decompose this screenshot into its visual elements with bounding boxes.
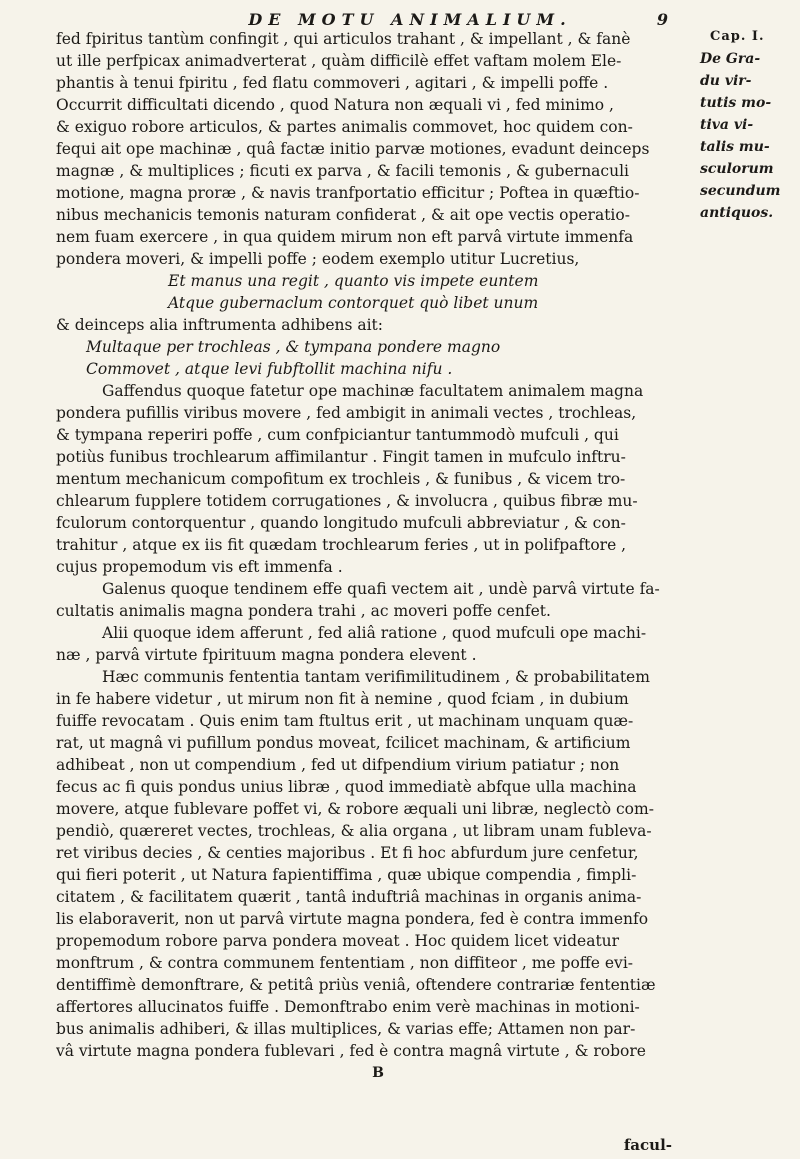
verse-line: Multaque per trochleas , & tympana pondere magno (86, 338, 501, 356)
text-line: qui fieri poterit , ut Natura fapientiffima , quæ ubique compendia , fimpli- (56, 866, 637, 884)
text-line: in fe habere videtur , ut mirum non fit à nemine , quod fciam , in dubium (56, 690, 629, 708)
chapter-label: Cap. I. (710, 29, 765, 44)
margin-note-line: tiva vi- (700, 117, 754, 133)
margin-note-line: sculorum (700, 161, 774, 177)
text-line: ut ille perfpicax animadverterat , quàm difficilè effet vaftam molem Ele- (56, 52, 622, 70)
text-line: movere, atque fublevare poffet vi, & robore æquali uni libræ, neglectò com- (56, 800, 654, 818)
text-line: fecus ac fi quis pondus unius libræ , quod immediatè abfque ulla machina (56, 778, 637, 796)
verse-line: Atque gubernaclum contorquet quò libet unum (168, 294, 539, 312)
margin-note-line: De Gra- (700, 51, 761, 67)
text-line: bus animalis adhiberi, & illas multiplices, & varias effe; Attamen non par- (56, 1020, 636, 1038)
text-line: vâ virtute magna pondera fublevari , fed è contra magnâ virtute , & robore (56, 1042, 646, 1060)
text-line: cultatis animalis magna pondera trahi , ac moveri poffe cenfet. (56, 602, 551, 620)
text-line: Gaffendus quoque fatetur ope machinæ facultatem animalem magna (102, 382, 644, 400)
text-line: mentum mechanicum compofitum ex trochleis , & funibus , & vicem tro- (56, 470, 626, 488)
margin-note-line: tutis mo- (700, 95, 772, 111)
text-line: fculorum contorquentur , quando longitudo mufculi abbreviatur , & con- (56, 514, 626, 532)
text-line: Occurrit difficultati dicendo , quod Natura non æquali vi , fed minimo , (56, 96, 614, 114)
text-line: næ , parvâ virtute fpirituum magna pondera elevent . (56, 646, 477, 664)
text-line: & deinceps alia inftrumenta adhibens ait: (56, 316, 383, 334)
text-line: trahitur , atque ex iis fit quædam trochlearum feries , ut in polifpaftore , (56, 536, 627, 554)
text-line: nibus mechanicis temonis naturam confiderat , & ait ope vectis operatio- (56, 206, 630, 224)
catchword: facul- (623, 1136, 672, 1154)
margin-note-line: secundum (700, 183, 781, 199)
text-line: chlearum fupplere totidem corrugationes , & involucra , quibus fibræ mu- (56, 492, 638, 510)
text-line: pondera pufillis viribus movere , fed ambigit in animali vectes , trochleas, (56, 404, 637, 422)
text-line: motione, magna proræ , & navis tranfportatio efficitur ; Poftea in quæftio- (56, 184, 640, 202)
text-line: pendiò, quæreret vectes, trochleas, & alia organa , ut libram unam fubleva- (56, 822, 652, 840)
margin-note-line: du vir- (700, 73, 752, 89)
text-line: Alii quoque idem afferunt , fed aliâ ratione , quod mufculi ope machi- (102, 624, 647, 642)
text-line: monftrum , & contra communem fententiam , non diffiteor , me poffe evi- (56, 954, 634, 972)
text-line: cujus propemodum vis eft immenfa . (56, 558, 343, 576)
text-line: citatem , & facilitatem quærit , tantâ induftriâ machinas in organis anima- (56, 888, 642, 906)
text-line: Hæc communis fententia tantam verifimilitudinem , & probabilitatem (102, 668, 650, 686)
text-line: rat, ut magnâ vi pufillum pondus moveat, fcilicet machinam, & artificium (56, 734, 631, 752)
margin-note-line: antiquos. (700, 205, 774, 221)
text-line: magnæ , & multiplices ; ficuti ex parva , & facili temonis , & gubernaculi (56, 162, 629, 180)
text-line: & tympana reperiri poffe , cum confpiciantur tantummodò mufculi , qui (56, 426, 619, 444)
text-line: fequi ait ope machinæ , quâ factæ initio parvæ motiones, evadunt deinceps (56, 140, 650, 158)
page-number: 9 (656, 10, 668, 29)
text-line: ret viribus decies , & centies majoribus . Et fi hoc abfurdum jure cenfetur, (56, 844, 639, 862)
verse-line: Et manus una regit , quanto vis impete euntem (168, 272, 539, 290)
text-line: potiùs funibus trochlearum affimilantur . Fingit tamen in mufculo inftru- (56, 448, 626, 466)
verse-line: Commovet , atque levi fubftollit machina nifu . (86, 360, 453, 378)
text-line: affertores allucinatos fuiffe . Demonftrabo enim verè machinas in motioni- (56, 998, 640, 1016)
text-line: propemodum robore parva pondera moveat . Hoc quidem licet videatur (56, 932, 620, 950)
text-line: nem fuam exercere , in qua quidem mirum non eft parvâ virtute immenfa (56, 228, 634, 246)
body-text (56, 28, 700, 1084)
text-line: pondera moveri, & impelli poffe ; eodem exemplo utitur Lucretius, (56, 250, 580, 268)
running-head: DE MOTU ANIMALIUM. (248, 10, 572, 29)
margin-note-line: talis mu- (700, 139, 770, 155)
text-line: fuiffe revocatam . Quis enim tam ftultus erit , ut machinam unquam quæ- (56, 712, 634, 730)
margin-note (700, 48, 796, 224)
text-line: adhibeat , non ut compendium , fed ut difpendium virium patiatur ; non (56, 756, 620, 774)
signature-mark: B (372, 1065, 384, 1081)
text-line: & exiguo robore articulos, & partes animalis commovet, hoc quidem con- (56, 118, 633, 136)
text-line: fed fpiritus tantùm confingit , qui articulos trahant , & impellant , & fanè (56, 30, 631, 48)
text-line: lis elaboraverit, non ut parvâ virtute magna pondera, fed è contra immenfo (56, 910, 649, 928)
text-line: phantis à tenui fpiritu , fed flatu commoveri , agitari , & impelli poffe . (56, 74, 609, 92)
text-line: Galenus quoque tendinem effe quafi vectem ait , undè parvâ virtute fa- (102, 580, 660, 598)
text-line: dentiffimè demonftrare, & petitâ priùs veniâ, oftendere contrariæ fententiæ (56, 976, 656, 994)
